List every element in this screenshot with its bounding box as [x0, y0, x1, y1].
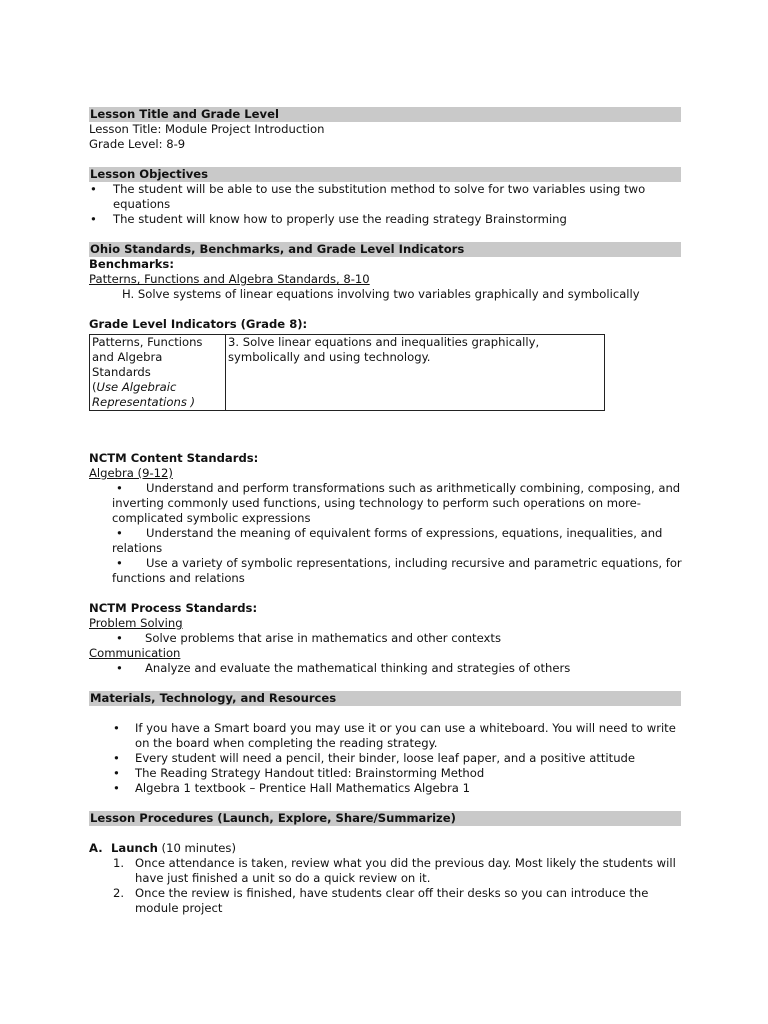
nctm-process-heading: NCTM Process Standards: [89, 601, 258, 615]
gli-standard-line1: Patterns, Functions [92, 335, 203, 349]
gli-indicator-cell: 3. Solve linear equations and inequalities graphically, symbolically and using technology. [226, 335, 605, 411]
step-text: Once the review is finished, have students clear off their desks so you can introduce the module project [135, 886, 649, 915]
gli-standard-italic: Use Algebraic Representations ) [92, 380, 196, 409]
nctm-content-list [89, 481, 681, 586]
launch-label: Launch [111, 841, 158, 855]
nctm-item-first-line: Understand the meaning of equivalent forms of expressions, equations, inequalities, and [146, 526, 663, 540]
bullet-icon: • [116, 631, 123, 645]
step-text: Once attendance is taken, review what you did the previous day. Most likely the students will have just finished a unit so do a quick review on it. [135, 856, 676, 885]
communication-text: Analyze and evaluate the mathematical thinking and strategies of others [145, 661, 571, 675]
list-item [113, 766, 681, 781]
gli-standard-line2: and Algebra Standards [92, 350, 163, 379]
material-text: Algebra 1 textbook – Prentice Hall Mathematics Algebra 1 [135, 781, 470, 795]
list-item [113, 721, 681, 751]
list-item [89, 661, 681, 676]
bullet-icon: • [113, 721, 120, 735]
list-item [113, 886, 681, 916]
grade-level-indicators-table [89, 334, 605, 411]
bullet-icon: • [116, 661, 123, 675]
table-row [90, 335, 605, 411]
benchmark-h: H. Solve systems of linear equations involving two variables graphically and symbolically [122, 287, 640, 301]
launch-time: (10 minutes) [161, 841, 236, 855]
section-heading-title: Lesson Title and Grade Level [89, 107, 681, 122]
list-item [113, 751, 681, 766]
objective-text: The student will be able to use the substitution method to solve for two variables using two equations [113, 182, 646, 211]
nctm-item-continuation: relations [112, 541, 163, 555]
bullet-icon: • [113, 781, 120, 795]
list-item [113, 781, 681, 796]
nctm-item-continuation: inverting commonly used functions, using technology to perform such operations on more-complicated symbolic expressions [112, 496, 641, 525]
section-heading-materials: Materials, Technology, and Resources [89, 691, 681, 706]
objectives-list [89, 182, 681, 227]
nctm-item-first-line: Use a variety of symbolic representations, including recursive and parametric equations, for [146, 556, 682, 570]
nctm-item-first-line: Understand and perform transformations such as arithmetically combining, composing, and [146, 481, 681, 495]
problem-solving-list [89, 631, 681, 646]
launch-letter: A. [89, 841, 103, 855]
objective-text: The student will know how to properly use the reading strategy Brainstorming [113, 212, 567, 226]
section-heading-ohio-standards: Ohio Standards, Benchmarks, and Grade Level Indicators [89, 242, 681, 257]
problem-solving-link[interactable]: Problem Solving [89, 616, 183, 630]
gli-standard-cell [90, 335, 226, 411]
list-item [89, 526, 681, 556]
grade-level-indicators-heading: Grade Level Indicators (Grade 8): [89, 317, 308, 331]
communication-link[interactable]: Communication [89, 646, 181, 660]
list-item [89, 631, 681, 646]
launch-heading [89, 841, 681, 856]
list-item [89, 556, 681, 586]
lesson-title: Lesson Title: Module Project Introduction [89, 122, 325, 136]
objective-item [89, 212, 681, 227]
bullet-icon: • [113, 766, 120, 780]
section-heading-objectives: Lesson Objectives [89, 167, 681, 182]
nctm-item-continuation: functions and relations [112, 571, 245, 585]
bullet-icon: • [113, 751, 120, 765]
benchmarks-label: Benchmarks: [89, 257, 174, 271]
gli-open-paren: ( [92, 380, 97, 394]
section-heading-procedures: Lesson Procedures (Launch, Explore, Share/Summarize) [89, 811, 681, 826]
bullet-icon: • [116, 526, 123, 540]
step-number: 1. [113, 856, 125, 870]
objective-item [89, 182, 681, 212]
grade-level: Grade Level: 8-9 [89, 137, 186, 151]
list-item [89, 481, 681, 526]
bullet-icon: • [116, 481, 123, 495]
material-text: If you have a Smart board you may use it or you can use a whiteboard. You will need to write on the board when completing the reading strategy. [135, 721, 676, 750]
communication-list [89, 661, 681, 676]
list-item [113, 856, 681, 886]
nctm-content-heading: NCTM Content Standards: [89, 451, 259, 465]
patterns-functions-standards-link[interactable]: Patterns, Functions and Algebra Standards, 8-10 [89, 272, 370, 286]
material-text: The Reading Strategy Handout titled: Brainstorming Method [135, 766, 485, 780]
algebra-link[interactable]: Algebra (9-12) [89, 466, 173, 480]
launch-steps-list [89, 856, 681, 916]
material-text: Every student will need a pencil, their binder, loose leaf paper, and a positive attitude [135, 751, 636, 765]
lesson-plan-page [89, 107, 681, 916]
problem-solving-text: Solve problems that arise in mathematics and other contexts [145, 631, 501, 645]
materials-list [89, 721, 681, 796]
step-number: 2. [113, 886, 125, 900]
bullet-icon: • [116, 556, 123, 570]
